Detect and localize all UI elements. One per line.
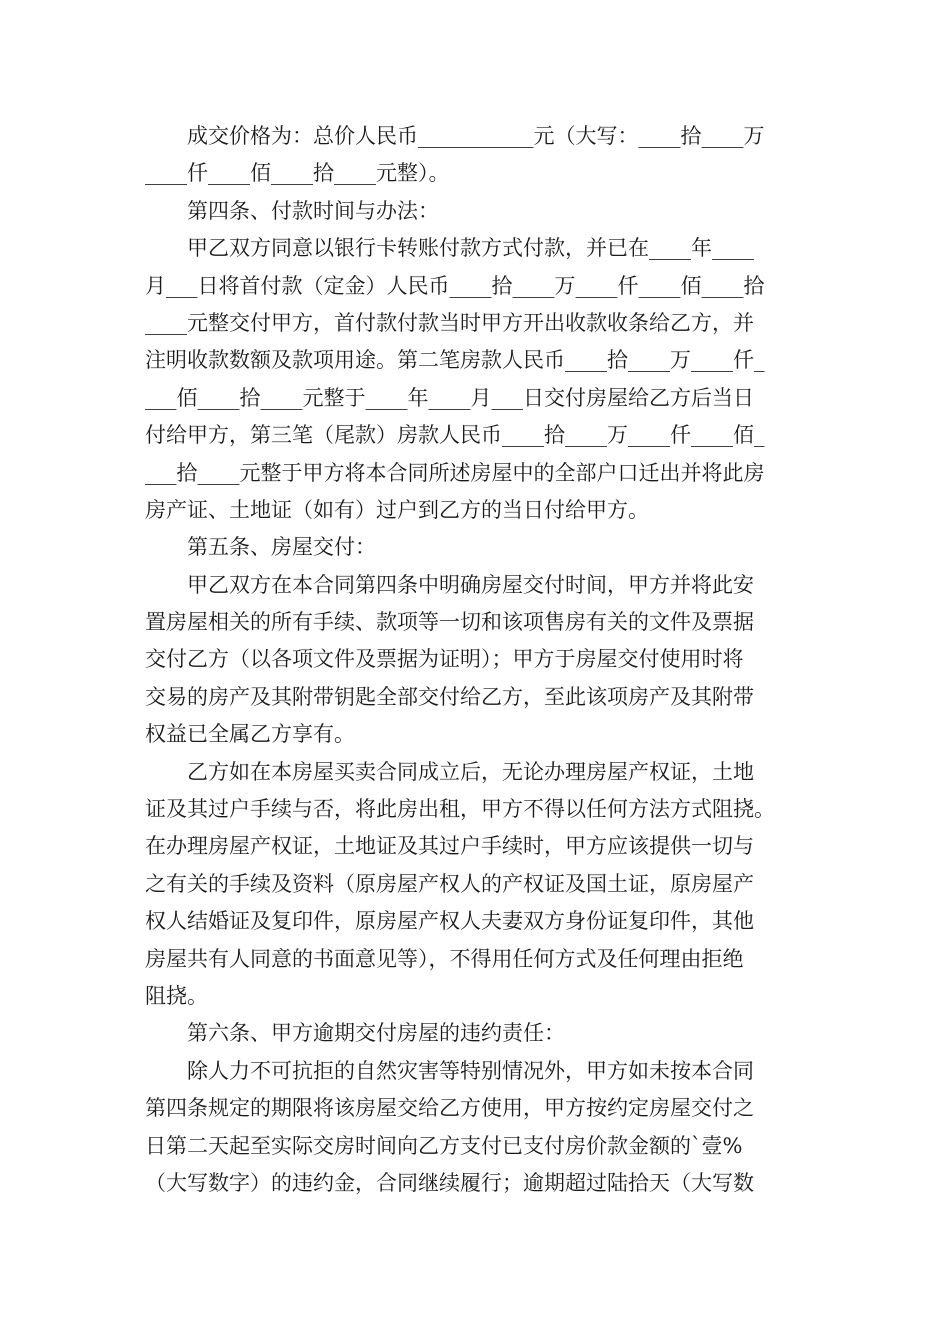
text-line: 甲乙双方同意以银行卡转账付款方式付款，并已在____年____: [187, 236, 754, 261]
text-line: 第四条、付款时间与办法：: [187, 198, 439, 223]
text-line: ___拾____元整于甲方将本合同所述房屋中的全部户口迁出并将此房: [145, 460, 765, 485]
text-line: 甲乙双方在本合同第四条中明确房屋交付时间，甲方并将此安: [187, 572, 754, 597]
text-line: 房屋共有人同意的书面意见等），不得用任何方式及任何理由拒绝: [145, 946, 744, 971]
text-line: 交付乙方（以各项文件及票据为证明）；甲方于房屋交付使用时将: [145, 647, 744, 672]
text-line: 阻挠。: [145, 983, 208, 1008]
text-line: ____元整交付甲方，首付款付款当时甲方开出收款收条给乙方，并: [145, 310, 754, 335]
text-line: 注明收款数额及款项用途。第二笔房款人民币____拾____万____仟_: [145, 348, 765, 373]
text-line: 除人力不可抗拒的自然灾害等特别情况外，甲方如未按本合同: [187, 1058, 754, 1083]
text-line: 在办理房屋产权证，土地证及其过户手续时，甲方应该提供一切与: [145, 834, 754, 859]
text-line: 交易的房产及其附带钥匙全部交付给乙方，至此该项房产及其附带: [145, 684, 754, 709]
text-line: 日第二天起至实际交房时间向乙方支付已支付房价款金额的`壹%: [145, 1133, 743, 1158]
text-line: 月___日将首付款（定金）人民币____拾____万____仟____佰____拾: [145, 273, 765, 298]
text-line: 第六条、甲方逾期交付房屋的违约责任：: [187, 1021, 565, 1046]
text-line: ___佰____拾____元整于____年____月___日交付房屋给乙方后当日: [145, 385, 754, 410]
text-line: （大写数字）的违约金，合同继续履行；逾期超过陆拾天（大写数: [145, 1170, 754, 1195]
text-line: 乙方如在本房屋买卖合同成立后，无论办理房屋产权证，土地: [187, 759, 754, 784]
text-line: 第五条、房屋交付：: [187, 535, 376, 560]
contract-body-text: [145, 118, 815, 1202]
text-line: 房产证、土地证（如有）过户到乙方的当日付给甲方。: [145, 497, 649, 522]
text-line: 权人结婚证及复印件，原房屋产权人夫妻双方身份证复印件，其他: [145, 909, 754, 934]
text-line: 第四条规定的期限将该房屋交给乙方使用，甲方按约定房屋交付之: [145, 1096, 754, 1121]
text-line: 证及其过户手续与否，将此房出租，甲方不得以任何方法方式阻挠。: [145, 797, 775, 822]
text-line: 权益已全属乙方享有。: [145, 722, 355, 747]
text-line: 之有关的手续及资料（原房屋产权人的产权证及国土证，原房屋产: [145, 871, 754, 896]
text-line: 置房屋相关的所有手续、款项等一切和该项售房有关的文件及票据: [145, 610, 754, 635]
text-line: ____仟____佰____拾____元整）。: [145, 161, 450, 186]
text-line: 付给甲方，第三笔（尾款）房款人民币____拾____万____仟____佰_: [145, 423, 765, 448]
text-line: 成交价格为：总价人民币___________元（大写：____拾____万: [187, 124, 765, 148]
